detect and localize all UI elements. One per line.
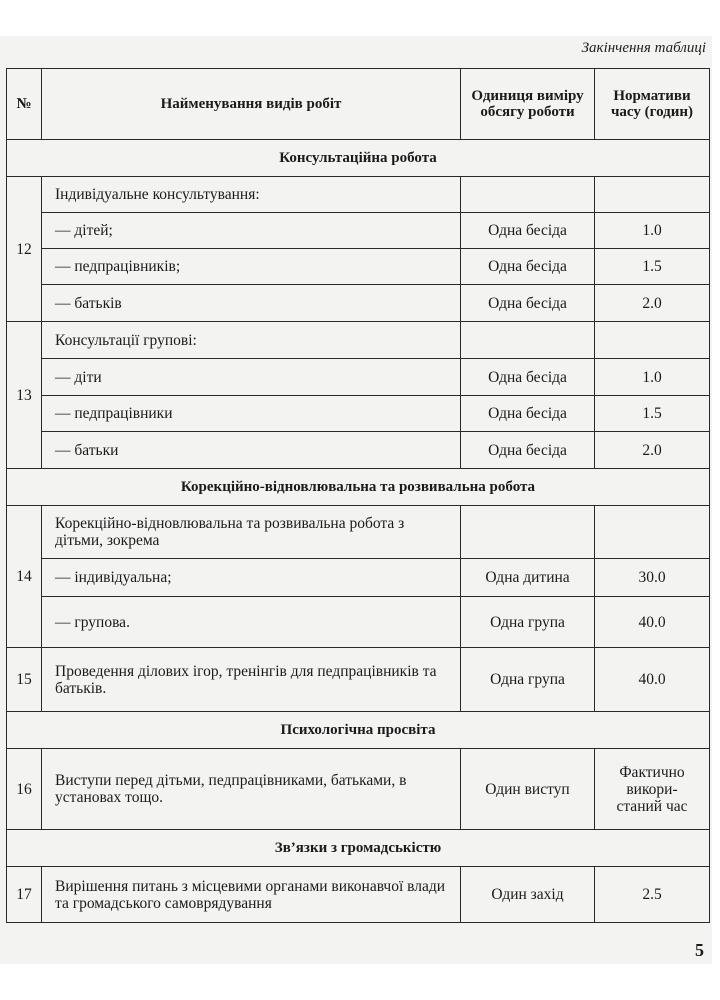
section-title: Зв’язки з громадськістю — [7, 830, 710, 867]
header-num: № — [7, 69, 42, 140]
work-unit: Одна бесіда — [461, 432, 595, 469]
work-unit — [461, 322, 595, 359]
work-norm — [595, 506, 710, 559]
work-norm: 1.5 — [595, 396, 710, 432]
work-name: — групова. — [42, 597, 461, 648]
work-unit: Одна бесіда — [461, 396, 595, 432]
row-number: 15 — [7, 648, 42, 712]
work-unit: Одна бесіда — [461, 213, 595, 249]
row-number: 13 — [7, 322, 42, 469]
work-unit: Одна бесіда — [461, 249, 595, 285]
work-norm: 40.0 — [595, 648, 710, 712]
work-norm — [595, 177, 710, 213]
work-unit: Одна група — [461, 648, 595, 712]
work-unit — [461, 506, 595, 559]
work-name: — педпрацівники — [42, 396, 461, 432]
work-unit — [461, 177, 595, 213]
work-norm: 1.0 — [595, 213, 710, 249]
row-number: 17 — [7, 867, 42, 923]
work-name: — дітей; — [42, 213, 461, 249]
work-name: — індивідуальна; — [42, 559, 461, 597]
section-title: Консультаційна робота — [7, 140, 710, 177]
row-number: 12 — [7, 177, 42, 322]
work-norms-table — [6, 68, 710, 923]
work-norm: 2.5 — [595, 867, 710, 923]
work-norm: 2.0 — [595, 285, 710, 322]
work-unit: Одна група — [461, 597, 595, 648]
work-norm — [595, 322, 710, 359]
work-name: Консультації групові: — [42, 322, 461, 359]
work-norm: 40.0 — [595, 597, 710, 648]
work-name: — педпрацівників; — [42, 249, 461, 285]
header-norm: Нормативи часу (годин) — [595, 69, 710, 140]
work-name: — батьків — [42, 285, 461, 322]
work-name: — діти — [42, 359, 461, 396]
row-number: 14 — [7, 506, 42, 648]
page-number: 5 — [695, 940, 704, 960]
work-norm: Фактично викори-станий час — [595, 749, 710, 830]
work-name: — батьки — [42, 432, 461, 469]
work-unit: Одна дитина — [461, 559, 595, 597]
work-norm: 30.0 — [595, 559, 710, 597]
work-name: Індивідуальне консультування: — [42, 177, 461, 213]
work-unit: Одна бесіда — [461, 359, 595, 396]
header-name: Найменування видів робіт — [42, 69, 461, 140]
header-unit: Одиниця виміру обсягу роботи — [461, 69, 595, 140]
section-title: Психологічна просвіта — [7, 712, 710, 749]
row-number: 16 — [7, 749, 42, 830]
work-name: Проведення ділових ігор, тренінгів для педпрацівників та батьків. — [42, 648, 461, 712]
work-name: Корекційно-відновлювальна та розвивальна робота з дітьми, зокрема — [42, 506, 461, 559]
work-unit: Один захід — [461, 867, 595, 923]
work-norm: 2.0 — [595, 432, 710, 469]
work-name: Вирішення питань з місцевими органами виконавчої влади та громадського самоврядування — [42, 867, 461, 923]
work-name: Виступи перед дітьми, педпрацівниками, батьками, в установах тощо. — [42, 749, 461, 830]
section-title: Корекційно-відновлювальна та розвивальна робота — [7, 469, 710, 506]
work-norm: 1.0 — [595, 359, 710, 396]
work-norm: 1.5 — [595, 249, 710, 285]
table-caption: Закінчення таблиці — [581, 40, 706, 56]
work-unit: Один виступ — [461, 749, 595, 830]
work-unit: Одна бесіда — [461, 285, 595, 322]
